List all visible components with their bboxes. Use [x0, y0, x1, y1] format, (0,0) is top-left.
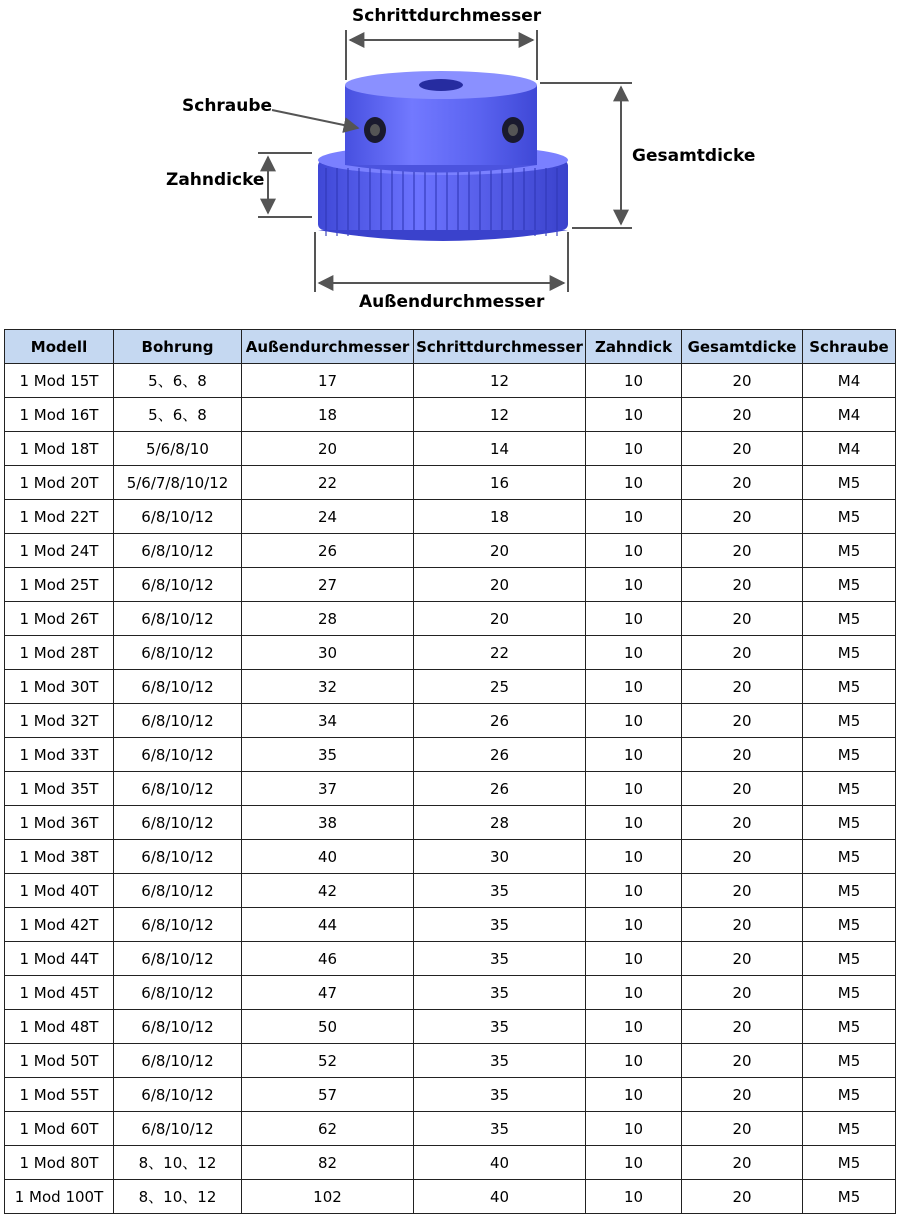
cell-outer-diameter: 18	[242, 398, 414, 432]
cell-pitch-diameter: 35	[414, 1078, 586, 1112]
table-row	[5, 500, 896, 534]
cell-total-thickness: 20	[682, 534, 803, 568]
cell-bore: 6/8/10/12	[114, 670, 242, 704]
header-bohrung: Bohrung	[114, 330, 242, 364]
cell-pitch-diameter: 25	[414, 670, 586, 704]
cell-pitch-diameter: 16	[414, 466, 586, 500]
cell-outer-diameter: 22	[242, 466, 414, 500]
cell-tooth-thickness: 10	[586, 500, 682, 534]
header-zahndick: Zahndick	[586, 330, 682, 364]
cell-tooth-thickness: 10	[586, 840, 682, 874]
table-row	[5, 1044, 896, 1078]
cell-model: 1 Mod 48T	[5, 1010, 114, 1044]
cell-model: 1 Mod 26T	[5, 602, 114, 636]
cell-screw: M5	[803, 1112, 896, 1146]
cell-total-thickness: 20	[682, 908, 803, 942]
cell-screw: M5	[803, 976, 896, 1010]
cell-bore: 6/8/10/12	[114, 568, 242, 602]
table-row	[5, 1078, 896, 1112]
cell-outer-diameter: 28	[242, 602, 414, 636]
cell-total-thickness: 20	[682, 398, 803, 432]
cell-screw: M4	[803, 398, 896, 432]
cell-total-thickness: 20	[682, 670, 803, 704]
cell-pitch-diameter: 12	[414, 364, 586, 398]
cell-outer-diameter: 82	[242, 1146, 414, 1180]
cell-bore: 8、10、12	[114, 1146, 242, 1180]
cell-outer-diameter: 52	[242, 1044, 414, 1078]
table-row	[5, 874, 896, 908]
cell-model: 1 Mod 25T	[5, 568, 114, 602]
cell-screw: M5	[803, 500, 896, 534]
header-schrittdurchmesser: Schrittdurchmesser	[414, 330, 586, 364]
cell-total-thickness: 20	[682, 704, 803, 738]
tooth-thickness-label: Zahndicke	[166, 170, 265, 190]
cell-total-thickness: 20	[682, 568, 803, 602]
cell-model: 1 Mod 55T	[5, 1078, 114, 1112]
cell-tooth-thickness: 10	[586, 704, 682, 738]
cell-tooth-thickness: 10	[586, 432, 682, 466]
table-row	[5, 1180, 896, 1214]
table-row	[5, 568, 896, 602]
cell-tooth-thickness: 10	[586, 398, 682, 432]
cell-pitch-diameter: 40	[414, 1180, 586, 1214]
cell-tooth-thickness: 10	[586, 738, 682, 772]
cell-tooth-thickness: 10	[586, 466, 682, 500]
cell-model: 1 Mod 35T	[5, 772, 114, 806]
cell-total-thickness: 20	[682, 772, 803, 806]
cell-total-thickness: 20	[682, 1112, 803, 1146]
cell-model: 1 Mod 44T	[5, 942, 114, 976]
cell-pitch-diameter: 35	[414, 976, 586, 1010]
cell-total-thickness: 20	[682, 466, 803, 500]
cell-outer-diameter: 62	[242, 1112, 414, 1146]
cell-outer-diameter: 32	[242, 670, 414, 704]
cell-bore: 5、6、8	[114, 398, 242, 432]
cell-tooth-thickness: 10	[586, 602, 682, 636]
cell-model: 1 Mod 100T	[5, 1180, 114, 1214]
cell-tooth-thickness: 10	[586, 568, 682, 602]
cell-pitch-diameter: 26	[414, 772, 586, 806]
cell-total-thickness: 20	[682, 874, 803, 908]
cell-total-thickness: 20	[682, 806, 803, 840]
table-row	[5, 602, 896, 636]
cell-bore: 6/8/10/12	[114, 704, 242, 738]
cell-pitch-diameter: 20	[414, 534, 586, 568]
cell-model: 1 Mod 28T	[5, 636, 114, 670]
table-row	[5, 772, 896, 806]
table-row	[5, 840, 896, 874]
cell-model: 1 Mod 18T	[5, 432, 114, 466]
cell-model: 1 Mod 16T	[5, 398, 114, 432]
cell-screw: M5	[803, 840, 896, 874]
table-row	[5, 364, 896, 398]
table-row	[5, 976, 896, 1010]
cell-outer-diameter: 40	[242, 840, 414, 874]
cell-pitch-diameter: 28	[414, 806, 586, 840]
cell-pitch-diameter: 20	[414, 602, 586, 636]
table-row	[5, 534, 896, 568]
table-row	[5, 636, 896, 670]
cell-bore: 6/8/10/12	[114, 602, 242, 636]
table-row	[5, 806, 896, 840]
cell-tooth-thickness: 10	[586, 1146, 682, 1180]
cell-total-thickness: 20	[682, 1180, 803, 1214]
cell-total-thickness: 20	[682, 942, 803, 976]
cell-total-thickness: 20	[682, 1010, 803, 1044]
table-row	[5, 432, 896, 466]
cell-outer-diameter: 38	[242, 806, 414, 840]
cell-bore: 8、10、12	[114, 1180, 242, 1214]
cell-model: 1 Mod 36T	[5, 806, 114, 840]
cell-model: 1 Mod 40T	[5, 874, 114, 908]
cell-bore: 6/8/10/12	[114, 636, 242, 670]
cell-bore: 6/8/10/12	[114, 738, 242, 772]
cell-bore: 6/8/10/12	[114, 942, 242, 976]
cell-total-thickness: 20	[682, 1078, 803, 1112]
cell-tooth-thickness: 10	[586, 1180, 682, 1214]
cell-model: 1 Mod 15T	[5, 364, 114, 398]
cell-outer-diameter: 57	[242, 1078, 414, 1112]
table-row	[5, 704, 896, 738]
cell-total-thickness: 20	[682, 1044, 803, 1078]
cell-tooth-thickness: 10	[586, 636, 682, 670]
cell-screw: M4	[803, 432, 896, 466]
cell-bore: 5/6/8/10	[114, 432, 242, 466]
cell-model: 1 Mod 30T	[5, 670, 114, 704]
cell-pitch-diameter: 35	[414, 1010, 586, 1044]
cell-tooth-thickness: 10	[586, 1010, 682, 1044]
cell-screw: M5	[803, 942, 896, 976]
cell-screw: M5	[803, 806, 896, 840]
table-row	[5, 1146, 896, 1180]
cell-screw: M5	[803, 1044, 896, 1078]
gear-spec-table	[4, 329, 896, 1214]
cell-tooth-thickness: 10	[586, 976, 682, 1010]
cell-pitch-diameter: 20	[414, 568, 586, 602]
cell-total-thickness: 20	[682, 602, 803, 636]
cell-screw: M5	[803, 534, 896, 568]
cell-model: 1 Mod 42T	[5, 908, 114, 942]
cell-outer-diameter: 47	[242, 976, 414, 1010]
cell-bore: 6/8/10/12	[114, 908, 242, 942]
cell-pitch-diameter: 18	[414, 500, 586, 534]
cell-total-thickness: 20	[682, 364, 803, 398]
cell-screw: M5	[803, 636, 896, 670]
cell-outer-diameter: 17	[242, 364, 414, 398]
cell-bore: 6/8/10/12	[114, 874, 242, 908]
cell-total-thickness: 20	[682, 432, 803, 466]
cell-model: 1 Mod 45T	[5, 976, 114, 1010]
table-row	[5, 738, 896, 772]
cell-screw: M5	[803, 738, 896, 772]
cell-model: 1 Mod 32T	[5, 704, 114, 738]
total-thickness-label: Gesamtdicke	[632, 146, 756, 166]
cell-outer-diameter: 35	[242, 738, 414, 772]
cell-screw: M5	[803, 1010, 896, 1044]
cell-outer-diameter: 46	[242, 942, 414, 976]
cell-pitch-diameter: 35	[414, 908, 586, 942]
cell-pitch-diameter: 40	[414, 1146, 586, 1180]
cell-pitch-diameter: 14	[414, 432, 586, 466]
cell-model: 1 Mod 24T	[5, 534, 114, 568]
cell-model: 1 Mod 33T	[5, 738, 114, 772]
cell-pitch-diameter: 26	[414, 704, 586, 738]
table-row	[5, 670, 896, 704]
cell-screw: M5	[803, 1078, 896, 1112]
cell-tooth-thickness: 10	[586, 670, 682, 704]
cell-model: 1 Mod 50T	[5, 1044, 114, 1078]
cell-tooth-thickness: 10	[586, 534, 682, 568]
cell-bore: 6/8/10/12	[114, 840, 242, 874]
cell-outer-diameter: 27	[242, 568, 414, 602]
cell-tooth-thickness: 10	[586, 1112, 682, 1146]
cell-tooth-thickness: 10	[586, 942, 682, 976]
cell-bore: 6/8/10/12	[114, 1044, 242, 1078]
cell-tooth-thickness: 10	[586, 1044, 682, 1078]
table-row	[5, 908, 896, 942]
cell-outer-diameter: 44	[242, 908, 414, 942]
cell-bore: 6/8/10/12	[114, 1078, 242, 1112]
cell-screw: M5	[803, 1180, 896, 1214]
cell-tooth-thickness: 10	[586, 874, 682, 908]
cell-tooth-thickness: 10	[586, 908, 682, 942]
cell-total-thickness: 20	[682, 840, 803, 874]
cell-bore: 6/8/10/12	[114, 806, 242, 840]
cell-screw: M5	[803, 1146, 896, 1180]
cell-pitch-diameter: 35	[414, 1112, 586, 1146]
cell-outer-diameter: 20	[242, 432, 414, 466]
cell-screw: M5	[803, 908, 896, 942]
cell-outer-diameter: 50	[242, 1010, 414, 1044]
table-row	[5, 398, 896, 432]
cell-model: 1 Mod 38T	[5, 840, 114, 874]
cell-tooth-thickness: 10	[586, 1078, 682, 1112]
cell-tooth-thickness: 10	[586, 364, 682, 398]
cell-bore: 5、6、8	[114, 364, 242, 398]
cell-outer-diameter: 42	[242, 874, 414, 908]
cell-total-thickness: 20	[682, 738, 803, 772]
header-modell: Modell	[5, 330, 114, 364]
cell-bore: 6/8/10/12	[114, 772, 242, 806]
cell-total-thickness: 20	[682, 1146, 803, 1180]
cell-pitch-diameter: 30	[414, 840, 586, 874]
header-aussendurchmesser: Außendurchmesser	[242, 330, 414, 364]
outer-diameter-label: Außendurchmesser	[359, 292, 545, 312]
cell-model: 1 Mod 60T	[5, 1112, 114, 1146]
cell-total-thickness: 20	[682, 636, 803, 670]
cell-model: 1 Mod 20T	[5, 466, 114, 500]
header-gesamtdicke: Gesamtdicke	[682, 330, 803, 364]
cell-outer-diameter: 37	[242, 772, 414, 806]
cell-total-thickness: 20	[682, 500, 803, 534]
screw-label: Schraube	[182, 96, 273, 116]
cell-tooth-thickness: 10	[586, 806, 682, 840]
cell-model: 1 Mod 80T	[5, 1146, 114, 1180]
cell-bore: 6/8/10/12	[114, 534, 242, 568]
cell-pitch-diameter: 22	[414, 636, 586, 670]
cell-bore: 6/8/10/12	[114, 976, 242, 1010]
table-row	[5, 1112, 896, 1146]
cell-pitch-diameter: 35	[414, 874, 586, 908]
cell-screw: M5	[803, 704, 896, 738]
cell-screw: M5	[803, 466, 896, 500]
cell-screw: M4	[803, 364, 896, 398]
cell-model: 1 Mod 22T	[5, 500, 114, 534]
gear-illustration	[0, 0, 900, 325]
gear-dimension-diagram	[0, 0, 900, 325]
cell-tooth-thickness: 10	[586, 772, 682, 806]
cell-pitch-diameter: 35	[414, 1044, 586, 1078]
cell-total-thickness: 20	[682, 976, 803, 1010]
cell-screw: M5	[803, 602, 896, 636]
table-row	[5, 466, 896, 500]
cell-bore: 6/8/10/12	[114, 1112, 242, 1146]
cell-screw: M5	[803, 670, 896, 704]
cell-bore: 5/6/7/8/10/12	[114, 466, 242, 500]
cell-screw: M5	[803, 772, 896, 806]
cell-outer-diameter: 24	[242, 500, 414, 534]
cell-bore: 6/8/10/12	[114, 1010, 242, 1044]
cell-pitch-diameter: 12	[414, 398, 586, 432]
cell-outer-diameter: 102	[242, 1180, 414, 1214]
header-schraube: Schraube	[803, 330, 896, 364]
cell-pitch-diameter: 35	[414, 942, 586, 976]
cell-outer-diameter: 34	[242, 704, 414, 738]
cell-screw: M5	[803, 568, 896, 602]
cell-outer-diameter: 30	[242, 636, 414, 670]
cell-bore: 6/8/10/12	[114, 500, 242, 534]
cell-outer-diameter: 26	[242, 534, 414, 568]
table-header-row	[5, 330, 896, 364]
table-row	[5, 942, 896, 976]
cell-pitch-diameter: 26	[414, 738, 586, 772]
cell-screw: M5	[803, 874, 896, 908]
pitch-diameter-label: Schrittdurchmesser	[352, 6, 542, 26]
table-row	[5, 1010, 896, 1044]
